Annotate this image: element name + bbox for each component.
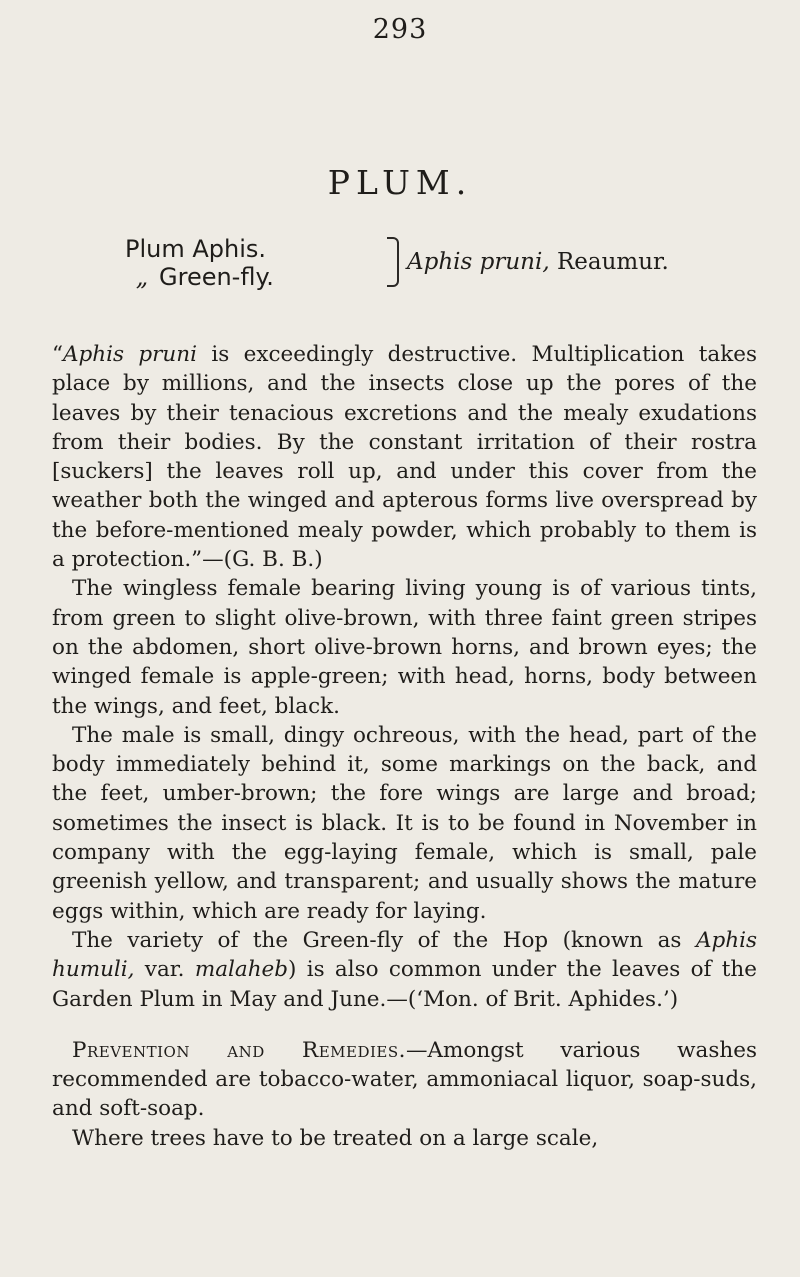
brace-icon	[387, 237, 399, 287]
common-names	[125, 235, 385, 291]
paragraph-1	[52, 340, 757, 574]
common-name-1: Plum Aphis.	[125, 235, 267, 263]
ditto-mark: „	[135, 263, 149, 291]
paragraph-5	[52, 1036, 757, 1124]
paragraph-4-italic-1: Aphis humuli,	[52, 927, 757, 983]
page-title: PLUM.	[327, 163, 473, 202]
paragraph-4-text-after: ) is also common under the leaves of the Garden Plum in May and June.—(‘Mon. of Brit. Aphides.’)	[52, 957, 757, 1012]
paragraph-6-text: Where trees have to be treated on a large scale,	[72, 1125, 599, 1151]
paragraph-3	[52, 721, 757, 926]
body-text	[52, 340, 757, 1153]
common-name-2: Green-fly.	[159, 263, 274, 291]
page-number: 293	[372, 14, 428, 45]
scientific-authority: Reaumur.	[556, 249, 669, 275]
common-name-2-line	[125, 263, 385, 291]
section-heading: Prevention and Remedies.	[72, 1037, 406, 1063]
scientific-name-italic: Aphis pruni,	[407, 249, 550, 275]
paragraph-1-text: is exceedingly destructive. Multiplication takes place by millions, and the insects close up the pores of the leaves by their tenacious excretions and the mealy exudations from their bodies. By the constant irritation of their rostra [suckers] the leaves roll up, and under this cover from the weather both the winged and apterous forms live overspread by the before-mentioned mealy powder, which probably to them is a protection.”—(G. B. B.)	[52, 342, 757, 573]
paragraph-4-text-before: The variety of the Green-fly of the Hop (known as	[72, 927, 696, 953]
paragraph-3-text: The male is small, dingy ochreous, with the head, part of the body immediately behind it, some markings on the back, and the feet, umber-brown; the fore wings are large and broad; sometimes the insect is black. It is to be found in November in company with the egg-laying female, which is small, pale greenish yellow, and transparent; and usually shows the mature eggs within, which are ready for laying.	[52, 722, 757, 924]
paragraph-5-text: —Amongst various washes recommended are tobacco-water, ammoniacal liquor, soap-suds, and soft-soap.	[52, 1037, 757, 1122]
paragraph-4-italic-2: malaheb	[194, 957, 289, 983]
paragraph-6	[52, 1124, 757, 1153]
species-italic: Aphis pruni	[63, 342, 198, 367]
paragraph-2-text: The wingless female bearing living young is of various tints, from green to slight olive-brown, with three faint green stripes on the abdomen, short olive-brown horns, and brown eyes; the winged female is apple-green; with head, horns, body between the wings, and feet, black.	[52, 576, 757, 719]
paragraph-4-text-middle: var.	[134, 957, 195, 983]
species-names	[125, 235, 745, 305]
paragraph-4	[52, 926, 757, 1014]
scientific-name	[407, 249, 669, 275]
paragraph-2	[52, 574, 757, 720]
open-quote: “	[52, 342, 63, 367]
